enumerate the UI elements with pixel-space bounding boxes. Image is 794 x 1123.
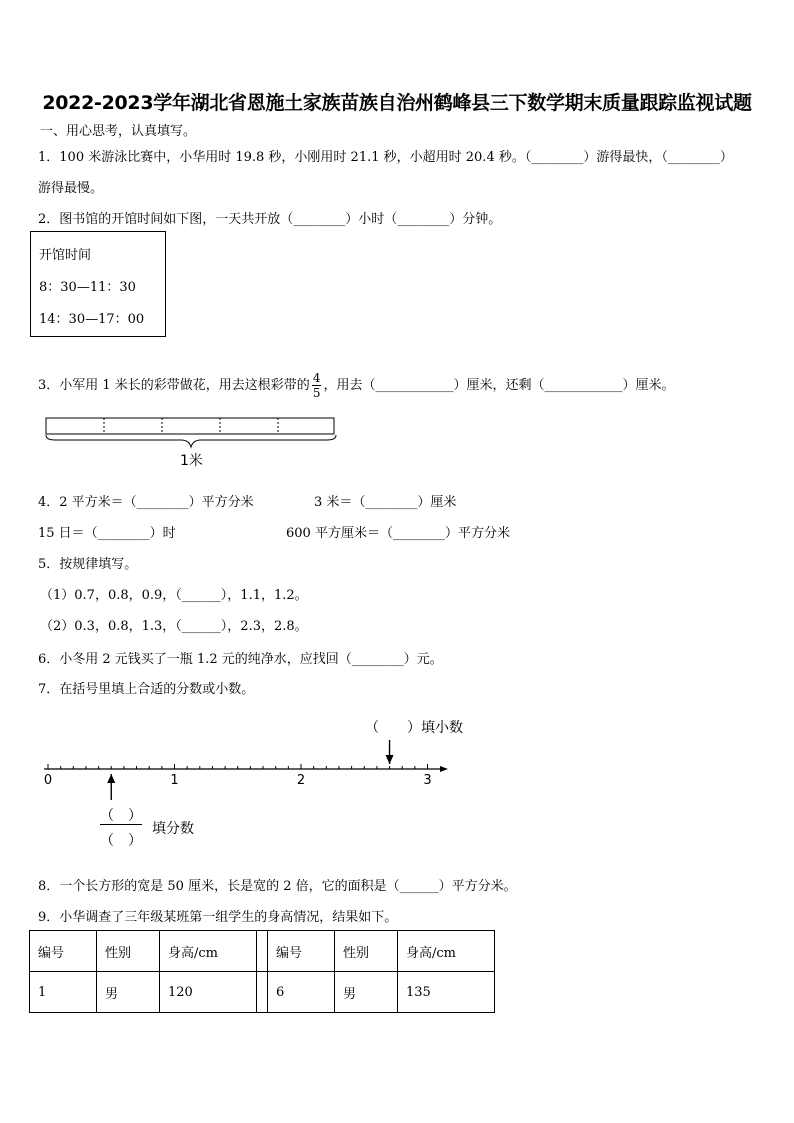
table-gap-cell	[257, 972, 268, 1013]
table-header-cell: 性别	[335, 931, 398, 972]
number-line-ticks	[44, 764, 432, 788]
number-line-figure	[30, 712, 470, 857]
question-5-title: 5．按规律填写。	[38, 557, 138, 572]
table-cell: 6	[268, 972, 335, 1013]
table-cell: 135	[398, 972, 495, 1013]
arrow-head	[107, 774, 115, 783]
table-header-row	[30, 931, 495, 972]
table-header-cell: 编号	[268, 931, 335, 972]
opening-hours-afternoon: 14：30—17：00	[39, 312, 145, 327]
fraction-prompt: 填分数	[152, 821, 194, 837]
decimal-prompt: （ ）填小数	[365, 720, 463, 736]
tick-label: 1	[170, 773, 179, 788]
question-9-title: 9．小华调查了三年级某班第一组学生的身高情况，结果如下。	[38, 910, 398, 925]
arrow-head	[386, 755, 394, 764]
fraction-arrow	[107, 774, 115, 800]
question-5-line1: （1）0.7，0.8，0.9，（______），1.1，1.2。	[40, 588, 308, 603]
table-header-cell: 性别	[97, 931, 160, 972]
fraction-four-fifths	[312, 371, 322, 400]
opening-hours-morning: 8：30—11：30	[39, 280, 136, 295]
ribbon-brace	[45, 434, 337, 450]
opening-hours-box	[30, 231, 166, 337]
question-5-line2: （2）0.3，0.8，1.3，（______），2.3，2.8。	[40, 619, 308, 634]
fraction-numerator-blank: （ ）	[100, 808, 142, 824]
fraction-denominator-blank: （ ）	[100, 833, 142, 849]
question-1-line2: 游得最慢。	[38, 181, 104, 196]
tick-label: 2	[296, 773, 306, 788]
number-line	[30, 712, 470, 857]
table-header-cell: 身高/cm	[398, 931, 495, 972]
question-8: 8．一个长方形的宽是 50 厘米，长是宽的 2 倍，它的面积是（______）平方分米。	[38, 879, 517, 894]
question-4b: 3 米＝（________）厘米	[314, 495, 457, 510]
section-heading: 一、用心思考，认真填写。	[40, 124, 197, 139]
table-cell: 男	[335, 972, 398, 1013]
question-6: 6．小冬用 2 元钱买了一瓶 1.2 元的纯净水，应找回（________）元。	[38, 652, 443, 667]
table-row	[30, 972, 495, 1013]
table-cell: 120	[160, 972, 257, 1013]
table-gap-cell	[257, 931, 268, 972]
table-header-cell: 身高/cm	[160, 931, 257, 972]
question-3-before: 3．小军用 1 米长的彩带做花，用去这根彩带的	[38, 378, 310, 393]
page-title: 2022-2023学年湖北省恩施土家族苗族自治州鹤峰县三下数学期末质量跟踪监视试题	[42, 92, 752, 114]
question-4d: 600 平方厘米＝（________）平方分米	[286, 526, 510, 541]
table-cell: 男	[97, 972, 160, 1013]
height-survey-table	[29, 930, 495, 1013]
question-4c: 15 日＝（________）时	[38, 526, 176, 541]
opening-hours-header: 开馆时间	[39, 248, 92, 263]
question-3-after: ，用去（____________）厘米，还剩（____________）厘米。	[323, 378, 675, 393]
table-cell: 1	[30, 972, 97, 1013]
question-2: 2．图书馆的开馆时间如下图，一天共开放（________）小时（________）分钟。	[38, 212, 502, 227]
fraction-bar	[100, 824, 142, 825]
table-header-cell: 编号	[30, 931, 97, 972]
fraction-numerator: 4	[312, 371, 321, 385]
ribbon-length-label: 1米	[180, 453, 203, 469]
ribbon-outline	[46, 418, 334, 434]
number-line-arrowhead	[440, 766, 448, 772]
question-1-line1: 1．100 米游泳比赛中，小华用时 19.8 秒，小刚用时 21.1 秒，小超用时 20.4 秒。（________）游得最快，（________）	[38, 150, 733, 165]
tick-label: 3	[423, 773, 432, 788]
question-4a: 4．2 平方米＝（________）平方分米	[38, 495, 254, 510]
question-3	[38, 371, 674, 400]
ribbon-diagram	[45, 417, 335, 435]
tick-label: 0	[43, 773, 53, 788]
decimal-arrow	[386, 740, 394, 764]
question-7-title: 7．在括号里填上合适的分数或小数。	[38, 682, 255, 697]
fraction-denominator: 5	[312, 386, 321, 400]
